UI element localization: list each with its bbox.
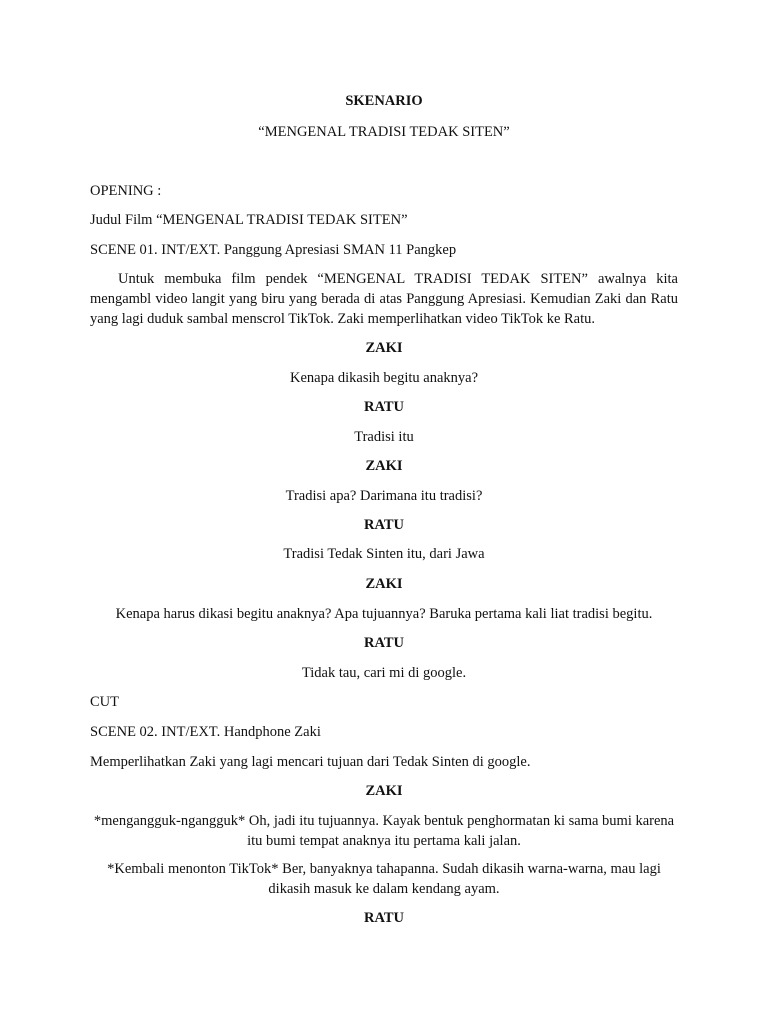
dialogue-line: Kenapa dikasih begitu anaknya?: [289, 370, 479, 386]
film-title-line: Judul Film “MENGENAL TRADISI TEDAK SITEN”: [90, 212, 408, 228]
cut-transition: CUT: [90, 694, 119, 710]
speaker-name: RATU: [363, 399, 404, 415]
dialogue-line: *mengangguk-ngangguk* Oh, jadi itu tujuannya. Kayak bentuk penghormatan ki sama bumi karena itu bumi tempat anaknya itu pertama kali jalan.: [93, 813, 675, 849]
dialogue-line: Tradisi apa? Darimana itu tradisi?: [285, 488, 483, 504]
speaker-name: ZAKI: [365, 458, 403, 474]
speaker-name: ZAKI: [365, 576, 403, 592]
dialogue-line: Tradisi itu: [354, 429, 414, 445]
scene-02-description: Memperlihatkan Zaki yang lagi mencari tujuan dari Tedak Sinten di google.: [90, 754, 531, 770]
speaker-name: RATU: [363, 635, 404, 651]
speaker-name: ZAKI: [365, 340, 403, 356]
scene-01-heading: SCENE 01. INT/EXT. Panggung Apresiasi SMAN 11 Pangkep: [90, 242, 457, 258]
document-subtitle: “MENGENAL TRADISI TEDAK SITEN”: [258, 124, 510, 140]
document-title: SKENARIO: [345, 93, 423, 109]
opening-label: OPENING :: [90, 183, 162, 199]
dialogue-line: Kenapa harus dikasi begitu anaknya? Apa tujuannya? Baruka pertama kali liat tradisi begitu.: [115, 606, 653, 622]
speaker-name: RATU: [363, 517, 404, 533]
scene-02-heading: SCENE 02. INT/EXT. Handphone Zaki: [90, 724, 321, 740]
speaker-name: RATU: [363, 910, 404, 926]
dialogue-line: Tidak tau, cari mi di google.: [301, 665, 467, 681]
dialogue-line: Tradisi Tedak Sinten itu, dari Jawa: [283, 546, 485, 562]
speaker-name: ZAKI: [365, 783, 403, 799]
scene-01-description: Untuk membuka film pendek “MENGENAL TRADISI TEDAK SITEN” awalnya kita mengambl video langit yang biru yang berada di atas Panggung Apresiasi. Kemudian Zaki dan Ratu yang lagi duduk sambal menscrol TikTok. Zaki memperlihatkan video TikTok ke Ratu.: [90, 271, 678, 327]
dialogue-line: *Kembali menonton TikTok* Ber, banyaknya tahapanna. Sudah dikasih warna-warna, mau lagi dikasih masuk ke dalam kendang ayam.: [107, 861, 661, 897]
